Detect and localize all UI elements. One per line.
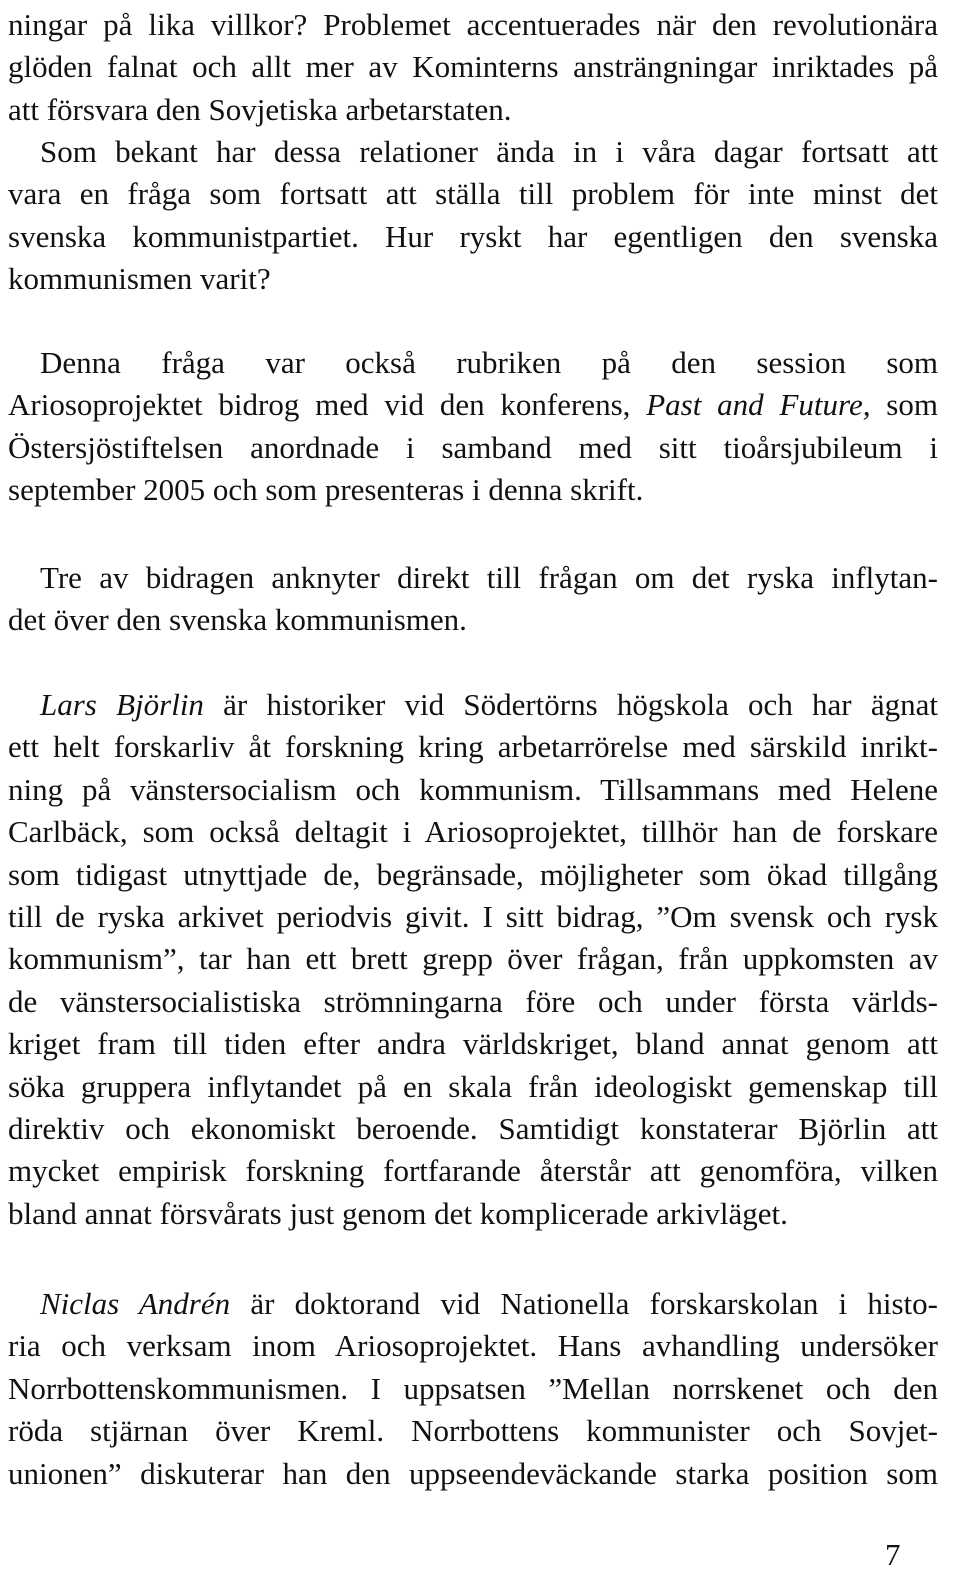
page-number: 7 bbox=[885, 1537, 901, 1572]
text-line: Tre av bidragen anknyter direkt till frågan om det ryska inflytan- bbox=[40, 560, 938, 595]
text-line: kommunism”, tar han ett brett grepp över frågan, från uppkomsten av bbox=[8, 941, 938, 977]
text-line: september 2005 och som presenteras i denna skrift. bbox=[8, 472, 644, 508]
text-line: ning på vänstersocialism och kommunism. Tillsammans med Helene bbox=[8, 771, 938, 807]
text-line: kommunismen varit? bbox=[8, 261, 271, 297]
text-line: röda stjärnan över Kreml. Norrbottens kommunister och Sovjet- bbox=[8, 1413, 938, 1449]
text-line: det över den svenska kommunismen. bbox=[8, 602, 467, 638]
text-line bbox=[8, 384, 938, 426]
text-line bbox=[8, 684, 938, 726]
text-line: glöden falnat och allt mer av Kominterns ansträngningar inriktades på bbox=[8, 49, 938, 85]
text-line: Östersjöstiftelsen anordnade i samband med sitt tioårsjubileum i bbox=[8, 429, 938, 465]
paragraph-6 bbox=[8, 1283, 938, 1495]
paragraph-4 bbox=[8, 557, 938, 642]
paragraph-5 bbox=[8, 684, 938, 1235]
text-line: mycket empirisk forskning fortfarande återstår att genomföra, vilken bbox=[8, 1153, 938, 1189]
author-name: Niclas Andrén bbox=[40, 1286, 231, 1321]
paragraph-1 bbox=[8, 4, 938, 131]
conference-title: Past and Future, bbox=[646, 387, 871, 423]
text-line: bland annat försvårats just genom det komplicerade arkivläget. bbox=[8, 1195, 788, 1231]
text-line: som tidigast utnyttjade de, begränsade, möjligheter som ökad tillgång bbox=[8, 856, 938, 892]
text-line: ria och verksam inom Ariosoprojektet. Hans avhandling undersöker bbox=[8, 1328, 938, 1364]
text-line: svenska kommunistpartiet. Hur ryskt har egentligen den svenska bbox=[8, 218, 938, 254]
text-line: direktiv och ekonomiskt beroende. Samtidigt konstaterar Björlin att bbox=[8, 1111, 938, 1147]
text-line: Som bekant har dessa relationer ända in i våra dagar fortsatt att bbox=[40, 134, 938, 169]
text-line: Carlbäck, som också deltagit i Ariosoprojektet, tillhör han de forskare bbox=[8, 814, 938, 850]
text-line: söka gruppera inflytandet på en skala från ideologiskt gemenskap till bbox=[8, 1068, 938, 1104]
text-line: de vänstersocialistiska strömningarna före och under första världs- bbox=[8, 983, 938, 1019]
text-run: är doktorand vid Nationella forskarskolan i histo- bbox=[230, 1286, 938, 1321]
text-line: unionen” diskuterar han den uppseendeväckande starka position som bbox=[8, 1455, 938, 1491]
text-run: är historiker vid Södertörns högskola och har ägnat bbox=[203, 687, 938, 722]
text-line: ningar på lika villkor? Problemet accentuerades när den revolutionära bbox=[8, 7, 938, 42]
text-run: Ariosoprojektet bidrog med vid den konferens, bbox=[8, 387, 647, 423]
text-line: att försvara den Sovjetiska arbetarstaten. bbox=[8, 91, 512, 127]
text-line bbox=[8, 1283, 938, 1325]
text-line: till de ryska arkivet periodvis givit. I sitt bidrag, ”Om svensk och rysk bbox=[8, 899, 938, 935]
paragraph-3 bbox=[8, 342, 938, 512]
text-line: Denna fråga var också rubriken på den session som bbox=[40, 345, 938, 380]
paragraph-2 bbox=[8, 131, 938, 301]
text-run: som bbox=[870, 387, 938, 423]
text-line: kriget fram till tiden efter andra världskriget, bland annat genom att bbox=[8, 1026, 938, 1062]
author-name: Lars Björlin bbox=[40, 687, 204, 722]
text-line: ett helt forskarliv åt forskning kring arbetarrörelse med särskild inrikt- bbox=[8, 729, 938, 765]
text-line: Norrbottenskommunismen. I uppsatsen ”Mellan norrskenet och den bbox=[8, 1370, 938, 1406]
text-line: vara en fråga som fortsatt att ställa till problem för inte minst det bbox=[8, 176, 938, 212]
